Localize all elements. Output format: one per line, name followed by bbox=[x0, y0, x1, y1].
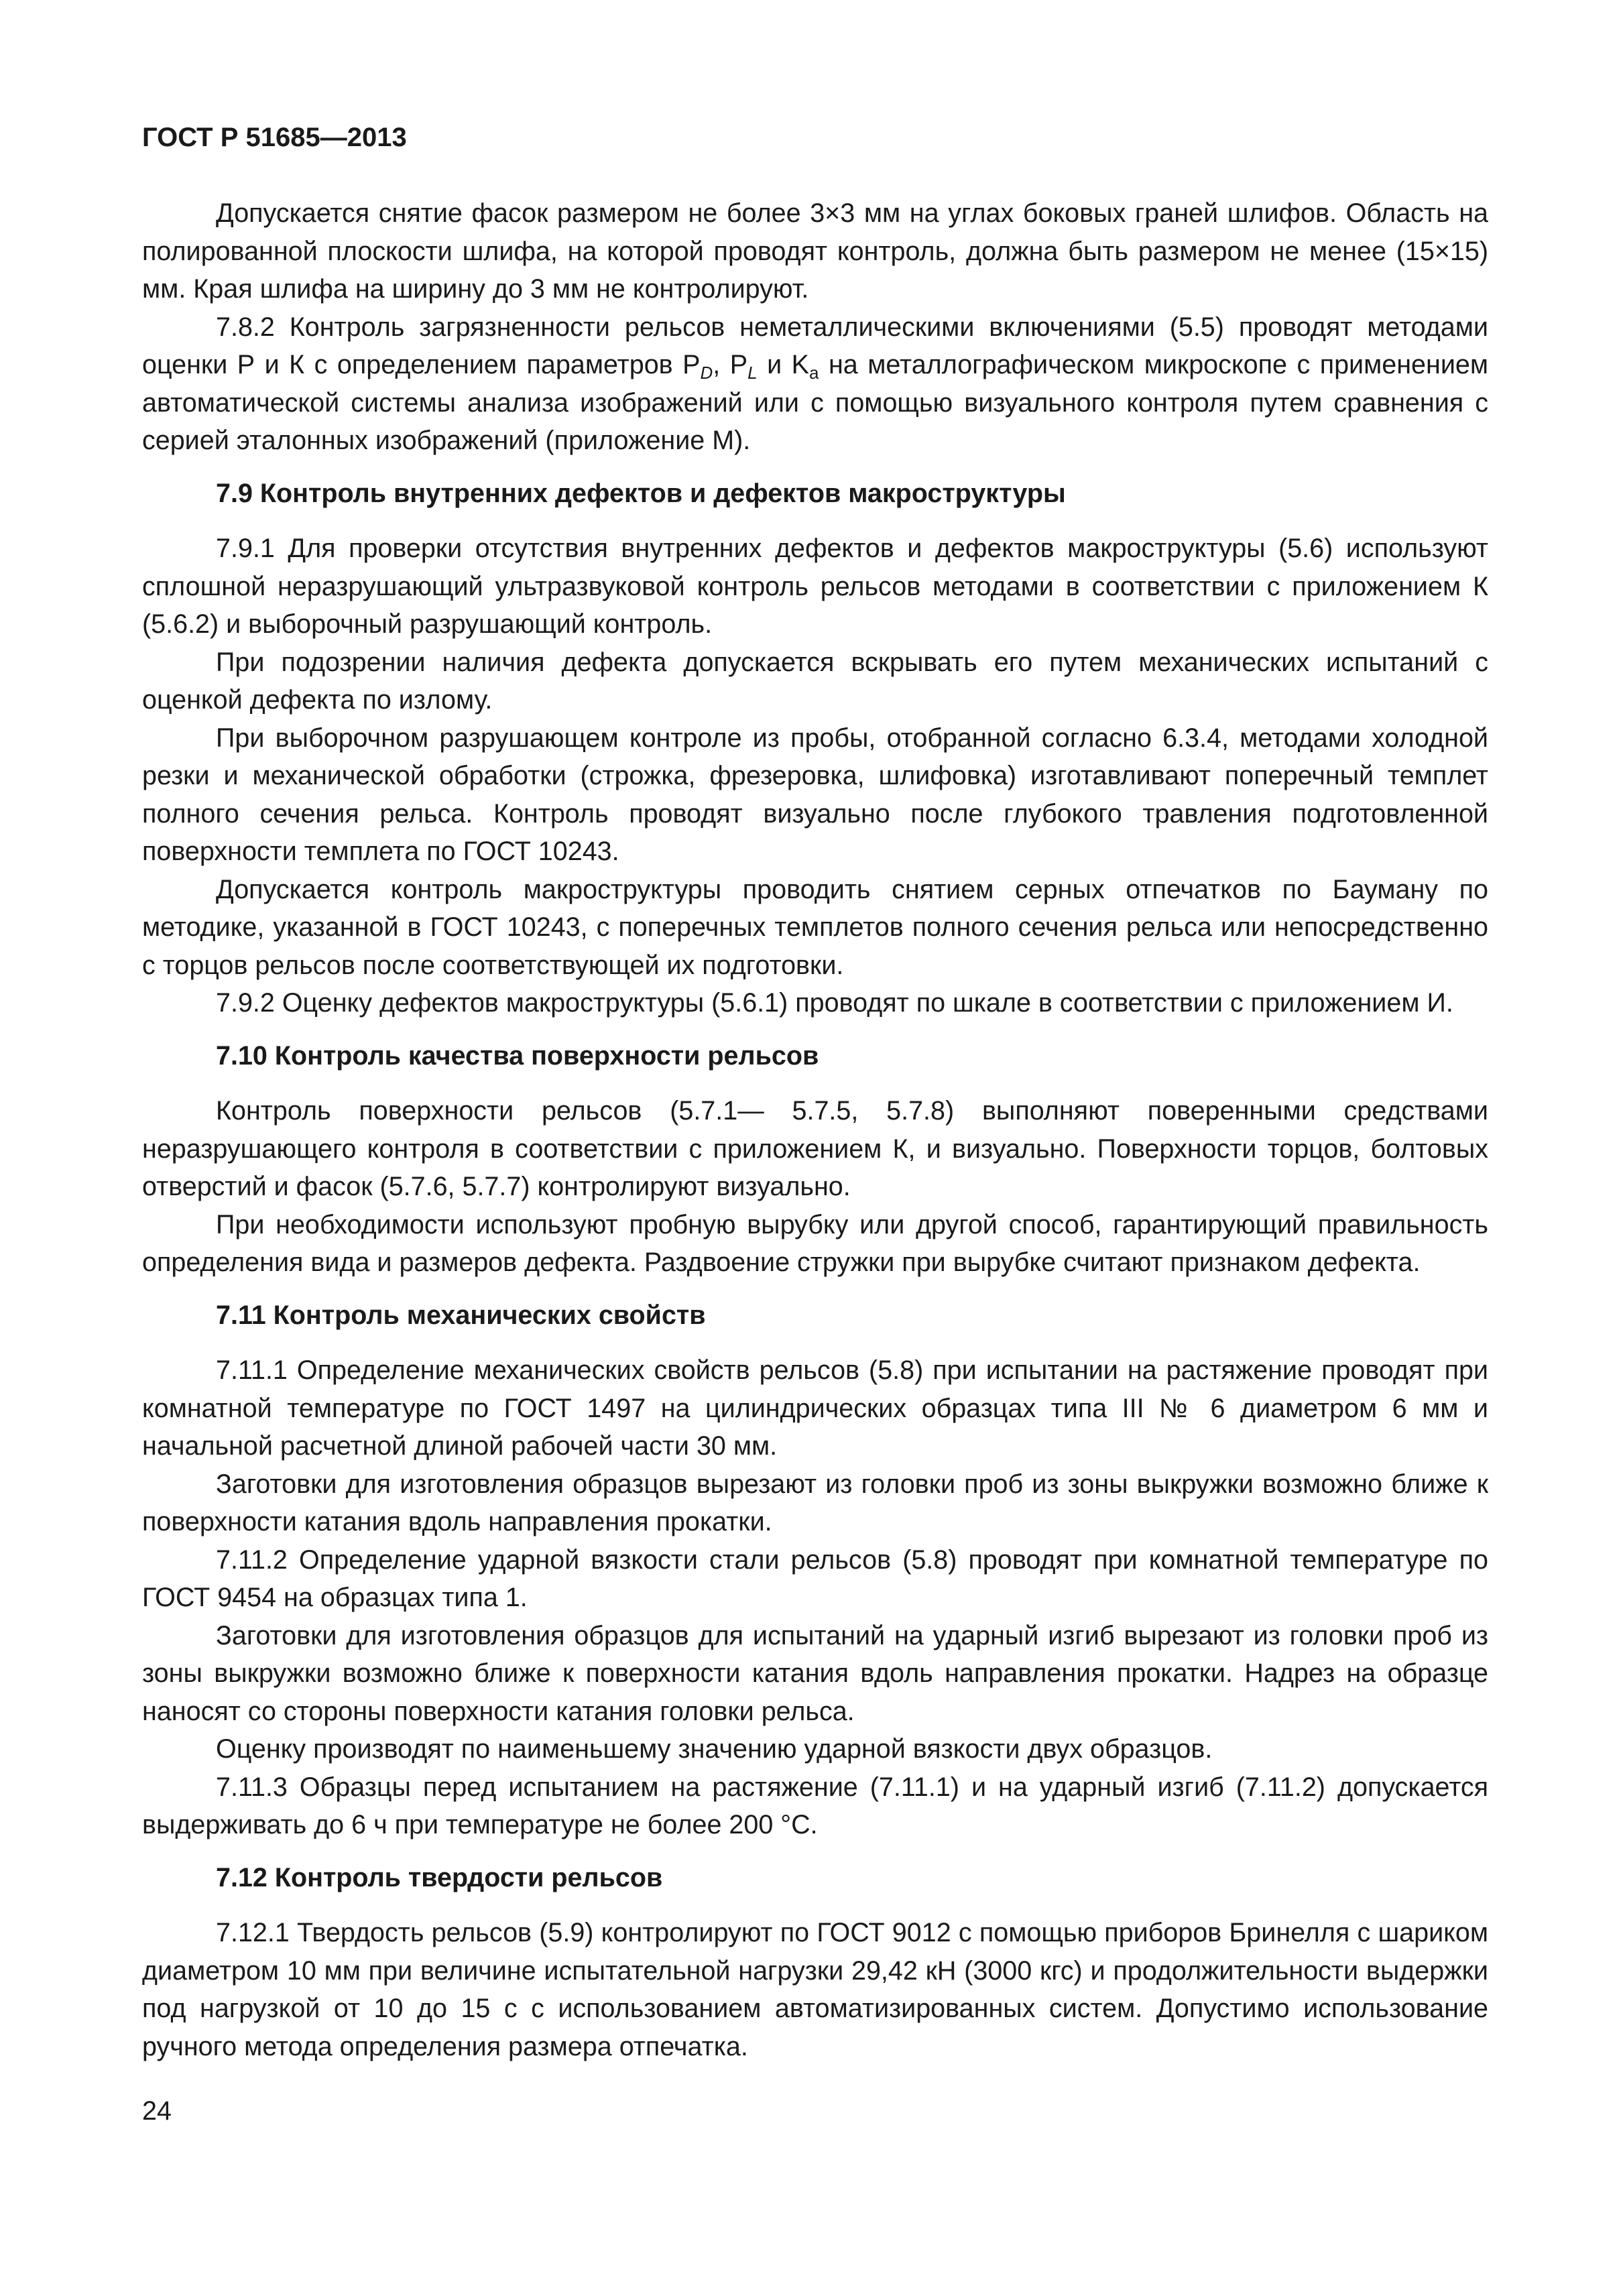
text-run: на металлографическом микроскопе с применением автоматической системы анализа изображений или с помощью визуального контроля путем сравнения с серией эталонных изображений (приложение М). bbox=[142, 350, 1489, 455]
document-header: ГОСТ Р 51685—2013 bbox=[142, 123, 407, 152]
paragraph: Допускается контроль макроструктуры проводить снятием серных отпечатков по Бауману по методике, указанной в ГОСТ 10243, с поперечных темплетов полного сечения рельса или непосредственно с торцов рельсов после соответствующей их подготовки. bbox=[142, 874, 1488, 980]
paragraph: При необходимости используют пробную вырубку или другой способ, гарантирующий правильность определения вида и размеров дефекта. Раздвоение стружки при вырубке считают признаком дефекта. bbox=[142, 1209, 1488, 1277]
section-heading-7-10: 7.10 Контроль качества поверхности рельсов bbox=[216, 1040, 819, 1071]
subscript-a: a bbox=[809, 363, 819, 383]
paragraph: 7.11.1 Определение механических свойств рельсов (5.8) при испытании на растяжение проводят при комнатной температуре по ГОСТ 1497 на цилиндрических образцах типа III № 6 диаметром 6 мм и начальной расчетной длиной рабочей части 30 мм. bbox=[142, 1355, 1488, 1461]
text-run: 7.8.2 Контроль загрязненности рельсов неметаллическими включениями (5.5) проводят методами оценки Р и К с определением параметров P bbox=[142, 312, 1488, 379]
section-heading-7-11: 7.11 Контроль механических свойств bbox=[216, 1300, 706, 1330]
paragraph: 7.12.1 Твердость рельсов (5.9) контролируют по ГОСТ 9012 с помощью приборов Бринелля с шариком диаметром 10 мм при величине испытательной нагрузки 29,42 кН (3000 кгс) и продолжительности выдержки под нагрузкой от 10 до 15 с с использованием автоматизированных систем. Допустимо использование ручного метода определения размера отпечатка. bbox=[142, 1918, 1488, 2061]
document-body bbox=[142, 194, 1488, 2065]
subscript-l: L bbox=[747, 363, 758, 383]
paragraph: 7.9.1 Для проверки отсутствия внутренних дефектов и дефектов макроструктуры (5.6) используют сплошной неразрушающий ультразвуковой контроль рельсов методами в соответствии с приложением К (5.6.2) и выборочный разрушающий контроль. bbox=[142, 534, 1488, 639]
paragraph: Оценку производят по наименьшему значению ударной вязкости двух образцов. bbox=[216, 1734, 1213, 1764]
paragraph: При выборочном разрушающем контроле из пробы, отобранной согласно 6.3.4, методами холодной резки и механической обработки (строжка, фрезеровка, шлифовка) изготавливают поперечный темплет полного сечения рельса. Контроль проводят визуально после глубокого травления подготовленной поверхности темплета по ГОСТ 10243. bbox=[142, 723, 1488, 866]
paragraph: 7.11.3 Образцы перед испытанием на растяжение (7.11.1) и на ударный изгиб (7.11.2) допускается выдерживать до 6 ч при температуре не более 200 °С. bbox=[142, 1772, 1488, 1839]
paragraph: Заготовки для изготовления образцов вырезают из головки проб из зоны выкружки возможно ближе к поверхности катания вдоль направления прокатки. bbox=[142, 1469, 1488, 1536]
section-heading-7-9: 7.9 Контроль внутренних дефектов и дефектов макроструктуры bbox=[216, 478, 1066, 508]
section-heading-7-12: 7.12 Контроль твердости рельсов bbox=[216, 1862, 663, 1892]
page-number: 24 bbox=[142, 2096, 172, 2126]
paragraph-7-8-2 bbox=[142, 308, 1488, 460]
paragraph: 7.11.2 Определение ударной вязкости стали рельсов (5.8) проводят при комнатной температуре по ГОСТ 9454 на образцах типа 1. bbox=[142, 1545, 1488, 1612]
paragraph: Заготовки для изготовления образцов для испытаний на ударный изгиб вырезают из головки проб из зоны выкружки возможно ближе к поверхности катания вдоль направления прокатки. Надрез на образце наносят со стороны поверхности катания головки рельса. bbox=[142, 1620, 1488, 1726]
paragraph: Допускается снятие фасок размером не более 3×3 мм на углах боковых граней шлифов. Область на полированной плоскости шлифа, на которой проводят контроль, должна быть размером не менее (15×15) мм. Края шлифа на ширину до 3 мм не контролируют. bbox=[142, 198, 1488, 304]
paragraph: 7.9.2 Оценку дефектов макроструктуры (5.6.1) проводят по шкале в соответствии с приложением И. bbox=[216, 988, 1453, 1018]
paragraph: Контроль поверхности рельсов (5.7.1— 5.7.5, 5.7.8) выполняют поверенными средствами неразрушающего контроля в соответствии с приложением К, и визуально. Поверхности торцов, болтовых отверстий и фасок (5.7.6, 5.7.7) контролируют визуально. bbox=[142, 1096, 1488, 1201]
text-run: и K bbox=[757, 350, 809, 379]
paragraph: При подозрении наличия дефекта допускается вскрывать его путем механических испытаний с оценкой дефекта по излому. bbox=[142, 647, 1488, 715]
text-run: , P bbox=[713, 350, 748, 379]
subscript-d: D bbox=[700, 363, 713, 383]
